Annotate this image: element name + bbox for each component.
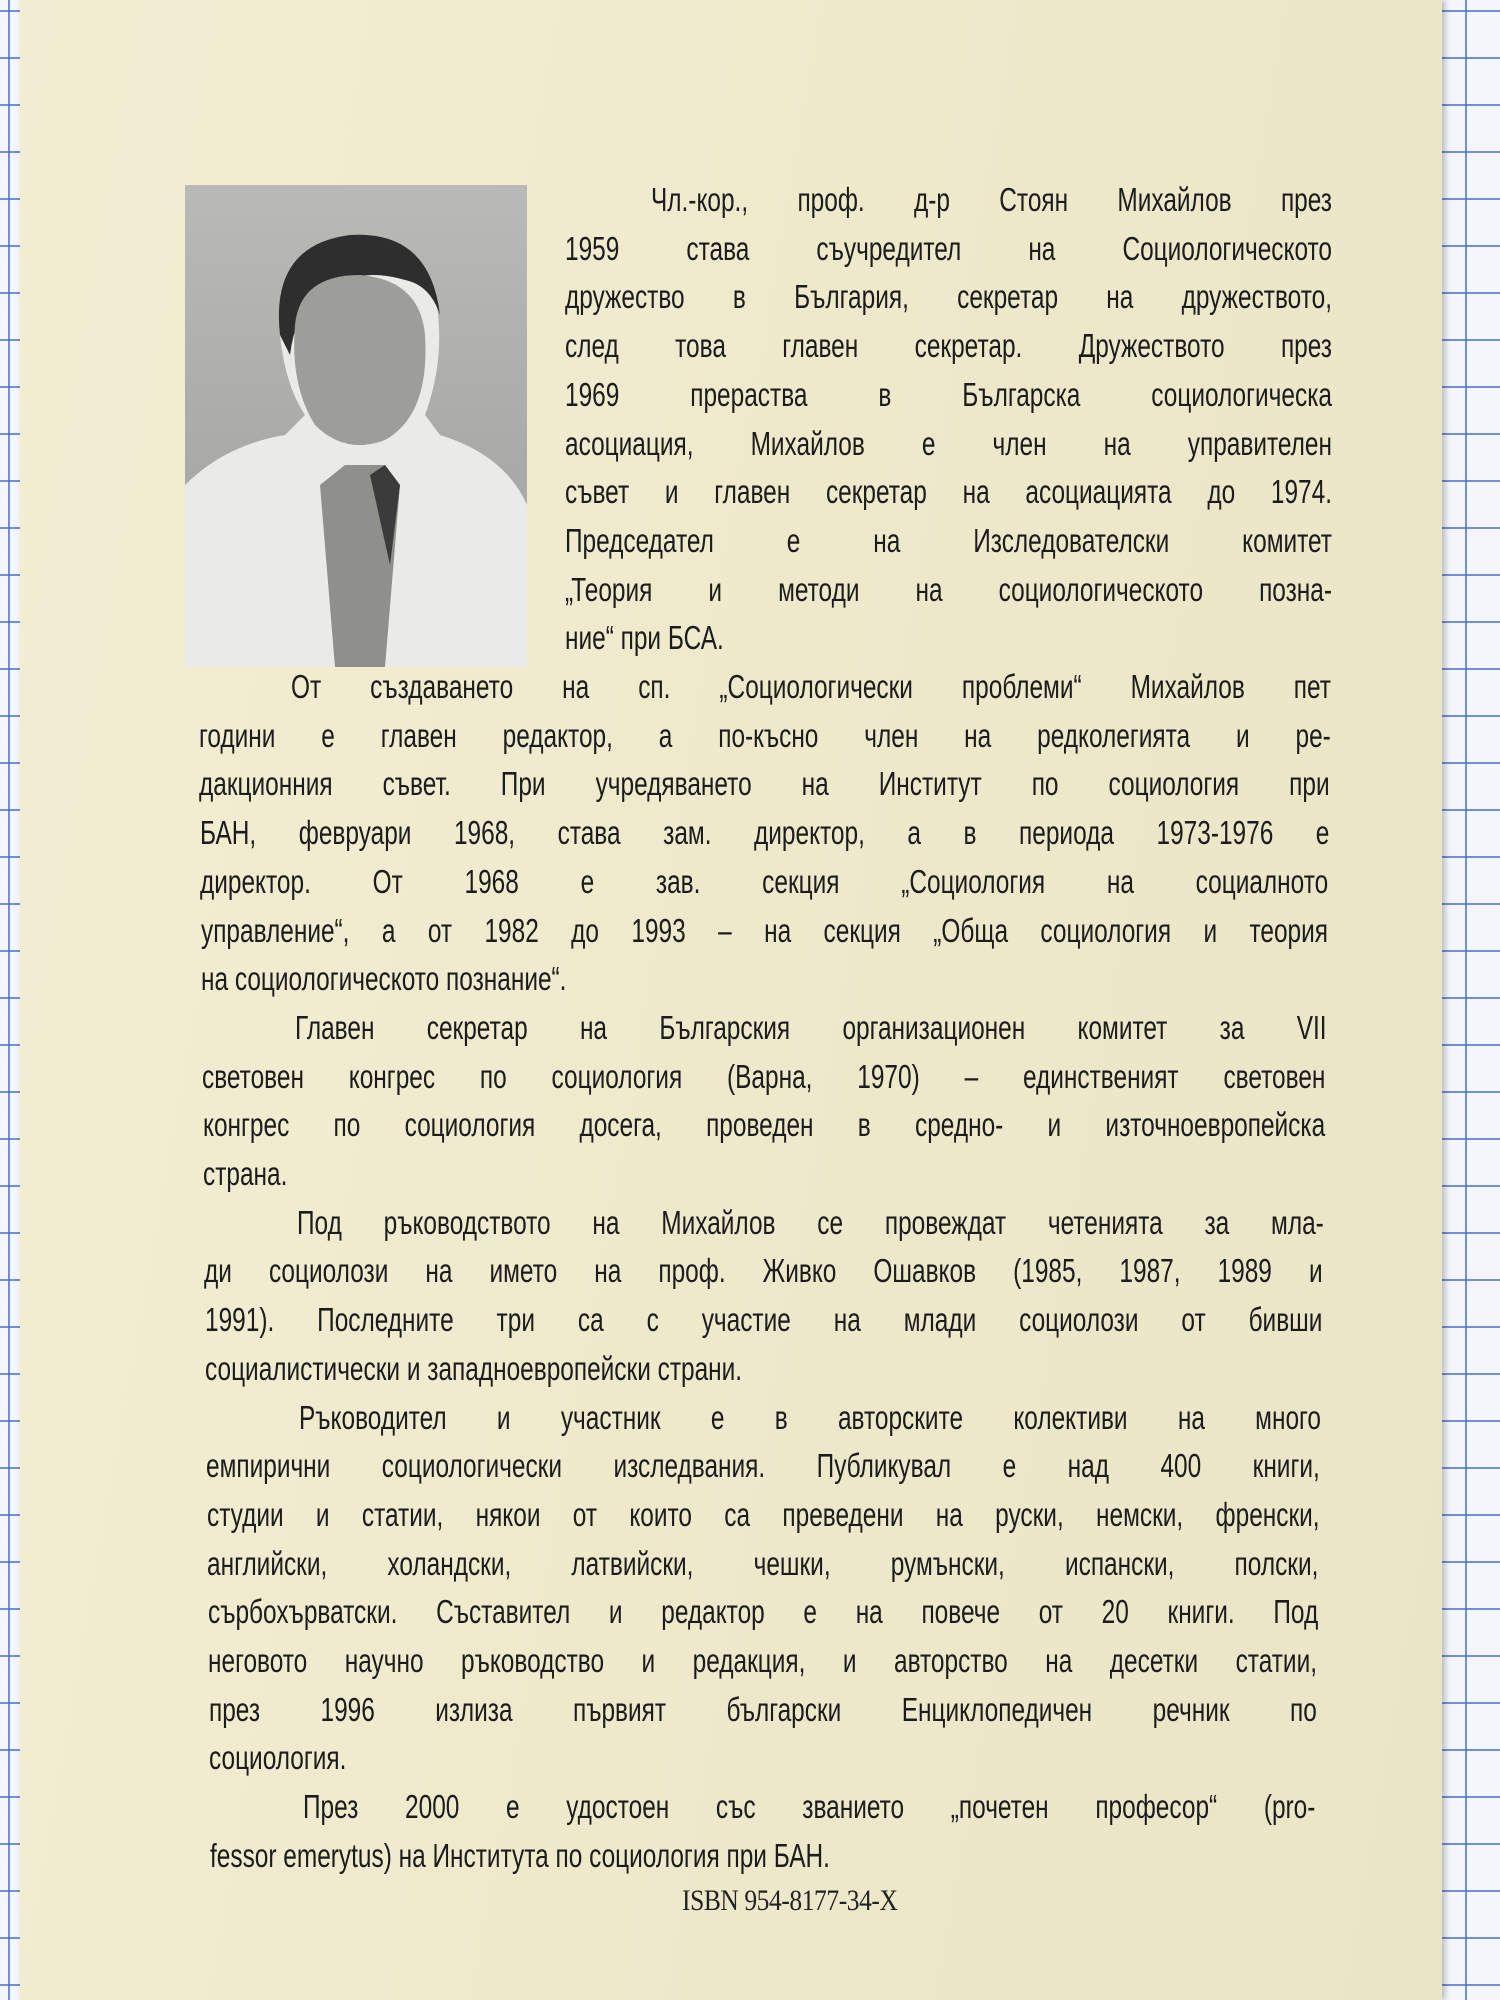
paragraph-2-line: директор. От 1968 е зав. секция „Социология на социалното	[200, 862, 1329, 900]
paragraph-2-line: управление“, а от 1982 до 1993 – на секция „Обща социология и теория	[200, 911, 1328, 949]
paragraph-3-line: конгрес по социология досега, проведен в средно- и източноевропейска	[202, 1106, 1325, 1144]
paragraph-2-line: БАН, февруари 1968, става зам. директор, а в периода 1973-1976 е	[199, 814, 1329, 852]
paragraph-1-line: дружество в България, секретар на дружеството,	[565, 278, 1332, 316]
paragraph-1-line: след това главен секретар. Дружеството през	[565, 327, 1332, 365]
paragraph-6-line: През 2000 е удостоен със званието „почетен професор“ (pro-	[302, 1788, 1315, 1826]
paragraph-4-line: социалистически и западноевропейски страни.	[205, 1349, 743, 1387]
paragraph-1-line: „Теория и методи на социологическото позна-	[565, 570, 1332, 608]
paragraph-3-line: Главен секретар на Българския организационен комитет за VII	[294, 1008, 1327, 1046]
paragraph-1-line: съвет и главен секретар на асоциацията до 1974.	[565, 473, 1332, 511]
paragraph-5-line: Ръководител и участник е в авторските колективи на много	[298, 1398, 1321, 1436]
paragraph-5-line: студии и статии, някои от които са преведени на руски, немски, френски,	[206, 1495, 1320, 1533]
paragraph-1-line: 1969 прераства в Българска социологическа	[565, 375, 1332, 413]
paragraph-4-line: 1991). Последните три са с участие на млади социолози от бивши	[204, 1301, 1322, 1339]
paragraph-2-line: на социологическото познание“.	[201, 960, 567, 998]
paragraph-2-line: дакционния съвет. При учредяването на Институт по социология при	[199, 765, 1330, 803]
paragraph-5-line: сърбохърватски. Съставител и редактор е на повече от 20 книги. Под	[207, 1593, 1318, 1631]
paragraph-6-line: fessor emerytus) на Института по социология при БАН.	[210, 1836, 830, 1874]
paragraph-3-line: световен конгрес по социология (Варна, 1970) – единственият световен	[202, 1057, 1326, 1095]
paragraph-1-line: асоциация, Михайлов е член на управителен	[565, 424, 1332, 462]
paragraph-2-line: години е главен редактор, а по-късно член на редколегията и ре-	[198, 716, 1331, 754]
paragraph-5-line: емпирични социологически изследвания. Публикувал е над 400 книги,	[206, 1447, 1320, 1485]
paragraph-1-line: Чл.-кор., проф. д-р Стоян Михайлов през	[651, 181, 1332, 218]
paragraph-5-line: през 1996 излиза първият български Енциклопедичен речник по	[208, 1690, 1317, 1728]
paragraph-4-line: Под ръководството на Михайлов се провеждат четенията за мла-	[296, 1203, 1324, 1241]
isbn-label: ISBN 954-8177-34-X	[682, 1884, 898, 1917]
paragraph-1-line: 1959 става съучредител на Социологическото	[565, 229, 1332, 267]
paragraph-5-line: английски, холандски, латвийски, чешки, румънски, испански, полски,	[207, 1544, 1319, 1582]
paragraph-2-line: От създаването на сп. „Социологически проблеми“ Михайлов пет	[291, 668, 1331, 705]
paragraph-3-line: страна.	[203, 1155, 288, 1192]
paragraph-4-line: ди социолози на името на проф. Живко Ошавков (1985, 1987, 1989 и	[204, 1252, 1323, 1290]
paragraph-5-line: социология.	[209, 1739, 347, 1777]
paragraph-1-line: ние“ при БСА.	[565, 619, 724, 657]
paragraph-1-line: Председател е на Изследователски комитет	[565, 521, 1332, 559]
author-portrait-photo	[185, 185, 527, 667]
paragraph-5-line: неговото научно ръководство и редакция, и авторство на десетки статии,	[208, 1642, 1317, 1679]
